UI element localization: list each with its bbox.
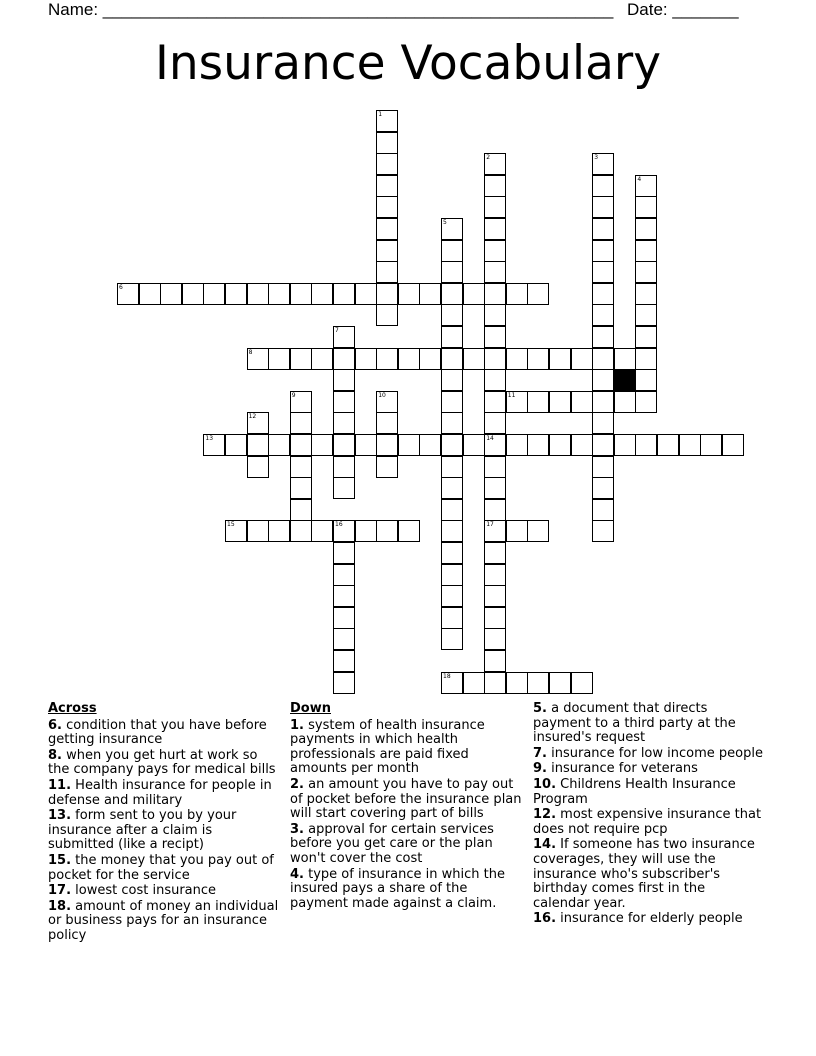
crossword-cell[interactable] (441, 499, 463, 521)
crossword-cell[interactable] (333, 369, 355, 391)
clue-text: most expensive insurance that does not require pcp (533, 807, 762, 837)
crossword-cell[interactable] (376, 283, 398, 305)
clue-number: 13. (48, 808, 72, 824)
cell-number: 9 (291, 391, 296, 399)
crossword-cell[interactable] (419, 348, 441, 370)
crossword-cell[interactable] (441, 283, 463, 305)
clue-item (48, 779, 280, 808)
crossword-cell[interactable] (722, 434, 744, 456)
crossword-cell[interactable] (635, 391, 657, 413)
clue-item (48, 900, 280, 944)
clue-text: Childrens Health Insurance Program (533, 776, 736, 807)
clue-text: system of health insurance payments in which health professionals are paid fixed amounts per month (290, 717, 485, 777)
crossword-cell[interactable] (398, 283, 420, 305)
crossword-cell[interactable] (614, 348, 636, 370)
crossword-cell[interactable] (506, 434, 528, 456)
clue-item (48, 809, 280, 853)
crossword-cell[interactable] (333, 456, 355, 478)
crossword-cell[interactable] (549, 434, 571, 456)
crossword-cell[interactable] (527, 672, 549, 694)
crossword-cell[interactable] (463, 348, 485, 370)
crossword-cell[interactable] (484, 564, 506, 586)
crossword-cell[interactable] (463, 434, 485, 456)
crossword-cell[interactable] (333, 412, 355, 434)
crossword-cell[interactable] (333, 434, 355, 456)
crossword-cell[interactable] (268, 520, 290, 542)
crossword-cell[interactable] (484, 672, 506, 694)
crossword-cell[interactable] (333, 520, 355, 542)
cell-number: 18 (443, 672, 451, 680)
crossword-cell[interactable] (441, 326, 463, 348)
clue-item (533, 778, 765, 807)
cell-number: 5 (443, 219, 447, 226)
crossword-cell[interactable] (484, 520, 506, 542)
clue-text: type of insurance in which the insured pays a share of the payment made against a claim. (290, 866, 505, 911)
crossword-cell[interactable] (441, 434, 463, 456)
crossword-cell[interactable] (592, 369, 614, 391)
crossword-cell[interactable] (139, 283, 161, 305)
crossword-cell[interactable] (484, 326, 506, 348)
clue-number: 12. (533, 807, 557, 823)
crossword-cell[interactable] (376, 240, 398, 262)
cell-number: 17 (486, 521, 494, 529)
clue-number: 7. (533, 745, 547, 761)
crossword-cell[interactable] (592, 348, 614, 370)
clue-text: approval for certain services before you get care or the plan won't cover the cost (290, 821, 494, 866)
crossword-cell[interactable] (592, 283, 614, 305)
clue-number: 17. (48, 883, 72, 899)
crossword-cell[interactable] (484, 499, 506, 521)
crossword-cell[interactable] (635, 304, 657, 326)
crossword-cell[interactable] (376, 153, 398, 175)
crossword-cell[interactable] (506, 283, 528, 305)
crossword-cell[interactable] (376, 304, 398, 326)
crossword-cell[interactable] (635, 326, 657, 348)
clue-number: 10. (533, 776, 557, 792)
crossword-cell[interactable] (506, 348, 528, 370)
crossword-cell[interactable] (484, 650, 506, 672)
crossword-cell[interactable] (333, 283, 355, 305)
cell-number: 2 (486, 154, 491, 162)
crossword-cell[interactable] (333, 585, 355, 607)
crossword-cell[interactable] (333, 477, 355, 499)
crossword-cell[interactable] (527, 283, 549, 305)
crossword-cell[interactable] (506, 520, 528, 542)
crossword-cell[interactable] (484, 283, 506, 305)
crossword-cell[interactable] (484, 585, 506, 607)
crossword-cell[interactable] (441, 520, 463, 542)
crossword-cell[interactable] (355, 283, 377, 305)
clue-text: lowest cost insurance (71, 883, 217, 899)
crossword-cell[interactable] (592, 477, 614, 499)
crossword-cell[interactable] (527, 520, 549, 542)
crossword-cell[interactable] (225, 520, 247, 542)
crossword-cell[interactable] (441, 240, 463, 262)
clue-text: condition that you have before getting insurance (48, 717, 267, 748)
crossword-cell[interactable] (441, 412, 463, 434)
crossword-cell[interactable] (635, 218, 657, 240)
crossword-cell[interactable] (592, 520, 614, 542)
down-heading: Down (290, 701, 331, 716)
crossword-cell[interactable] (268, 348, 290, 370)
clue-number: 2. (290, 776, 304, 792)
blocked-cell (614, 369, 636, 391)
crossword-cell[interactable] (527, 434, 549, 456)
crossword-cell[interactable] (635, 434, 657, 456)
crossword-cell[interactable] (311, 348, 333, 370)
clue-text: If someone has two insurance coverages, they will use the insurance who's subscriber's birthday comes first in the calendar year. (533, 837, 755, 911)
crossword-cell[interactable] (549, 391, 571, 413)
crossword-cell[interactable] (484, 348, 506, 370)
clue-text: form sent to you by your insurance after a claim is submitted (like a recipt) (48, 808, 237, 853)
cell-number: 7 (335, 327, 339, 334)
cell-number: 16 (335, 521, 343, 529)
clue-text: an amount you have to pay out of pocket before the insurance plan will start covering part of bills (290, 776, 522, 822)
clue-item (533, 808, 765, 837)
clue-item (533, 912, 765, 927)
crossword-cell[interactable] (484, 477, 506, 499)
clue-number: 14. (533, 837, 557, 853)
cell-number: 14 (486, 435, 494, 442)
clue-text: amount of money an individual or business pays for an insurance policy (48, 898, 279, 943)
crossword-cell[interactable] (225, 434, 247, 456)
clue-number: 18. (48, 898, 72, 914)
crossword-cell[interactable] (549, 348, 571, 370)
clue-text: Health insurance for people in defense and military (48, 777, 272, 808)
crossword-cell[interactable] (592, 196, 614, 218)
across-heading: Across (48, 701, 97, 716)
crossword-cell[interactable] (376, 132, 398, 154)
crossword-cell[interactable] (376, 218, 398, 240)
clue-item (533, 702, 765, 746)
crossword-cell[interactable] (484, 391, 506, 413)
clue-item (48, 749, 280, 778)
cell-number: 13 (205, 435, 214, 442)
crossword-cell[interactable] (700, 434, 722, 456)
clue-text: insurance for veterans (546, 761, 698, 777)
crossword-cell[interactable] (376, 261, 398, 283)
crossword-cell[interactable] (635, 261, 657, 283)
crossword-cell[interactable] (592, 261, 614, 283)
crossword-cell[interactable] (592, 153, 614, 175)
clue-item (290, 823, 526, 867)
crossword-cell[interactable] (592, 218, 614, 240)
crossword-cell[interactable] (441, 607, 463, 629)
name-field-label: Name: ______________________________________________________ (48, 0, 614, 19)
crossword-cell[interactable] (333, 326, 355, 348)
crossword-cell[interactable] (441, 456, 463, 478)
crossword-cell[interactable] (657, 434, 679, 456)
crossword-cell[interactable] (571, 672, 593, 694)
clue-item (290, 778, 526, 822)
crossword-cell[interactable] (247, 283, 269, 305)
clue-item (48, 854, 280, 883)
crossword-cell[interactable] (549, 672, 571, 694)
crossword-cell[interactable] (527, 391, 549, 413)
crossword-cell[interactable] (290, 391, 312, 413)
crossword-cell[interactable] (398, 348, 420, 370)
crossword-cell[interactable] (463, 672, 485, 694)
clue-item (533, 838, 765, 911)
crossword-cell[interactable] (592, 499, 614, 521)
crossword-cell[interactable] (376, 391, 398, 413)
crossword-cell[interactable] (484, 175, 506, 197)
crossword-cell[interactable] (506, 391, 528, 413)
crossword-cell[interactable] (290, 499, 312, 521)
crossword-cell[interactable] (484, 628, 506, 650)
crossword-cell[interactable] (247, 520, 269, 542)
crossword-cell[interactable] (571, 391, 593, 413)
clue-text: when you get hurt at work so the company pays for medical bills (48, 747, 276, 778)
clue-number: 4. (290, 866, 304, 882)
clue-number: 6. (48, 717, 62, 733)
crossword-cell[interactable] (182, 283, 204, 305)
crossword-cell[interactable] (484, 218, 506, 240)
crossword-cell[interactable] (419, 434, 441, 456)
down-clues-continued (533, 702, 765, 928)
clue-item (533, 762, 765, 777)
crossword-cell[interactable] (484, 196, 506, 218)
crossword-cell[interactable] (333, 628, 355, 650)
crossword-cell[interactable] (398, 520, 420, 542)
cell-number: 6 (119, 283, 123, 291)
crossword-cell[interactable] (268, 283, 290, 305)
crossword-cell[interactable] (527, 348, 549, 370)
crossword-cell[interactable] (376, 175, 398, 197)
crossword-cell[interactable] (290, 412, 312, 434)
crossword-cell[interactable] (441, 542, 463, 564)
crossword-cell[interactable] (333, 391, 355, 413)
cell-number: 15 (227, 521, 235, 529)
crossword-cell[interactable] (441, 628, 463, 650)
crossword-cell[interactable] (592, 304, 614, 326)
cell-number: 11 (507, 391, 516, 399)
cell-number: 10 (378, 391, 386, 399)
crossword-cell[interactable] (441, 369, 463, 391)
crossword-cell[interactable] (592, 175, 614, 197)
crossword-cell[interactable] (441, 585, 463, 607)
clue-number: 11. (48, 777, 72, 793)
crossword-cell[interactable] (484, 240, 506, 262)
crossword-cell[interactable] (311, 434, 333, 456)
crossword-cell[interactable] (484, 542, 506, 564)
crossword-cell[interactable] (592, 391, 614, 413)
cell-number: 8 (248, 348, 253, 356)
crossword-cell[interactable] (571, 348, 593, 370)
crossword-cell[interactable] (290, 283, 312, 305)
crossword-cell[interactable] (484, 261, 506, 283)
crossword-cell[interactable] (355, 434, 377, 456)
cell-number: 3 (594, 154, 599, 162)
crossword-cell[interactable] (441, 304, 463, 326)
clue-number: 16. (533, 911, 557, 927)
crossword-cell[interactable] (635, 196, 657, 218)
crossword-cell[interactable] (355, 520, 377, 542)
clue-number: 3. (290, 821, 304, 837)
clue-text: the money that you pay out of pocket for the service (48, 852, 274, 883)
crossword-cell[interactable] (376, 434, 398, 456)
crossword-cell[interactable] (571, 434, 593, 456)
crossword-cell[interactable] (635, 348, 657, 370)
crossword-cell[interactable] (484, 456, 506, 478)
date-field-label: Date: _______ (627, 0, 739, 19)
crossword-cell[interactable] (247, 412, 269, 434)
crossword-cell[interactable] (441, 261, 463, 283)
crossword-cell[interactable] (333, 607, 355, 629)
crossword-cell[interactable] (592, 326, 614, 348)
clue-text: a document that directs payment to a third party at the insured's request (533, 701, 736, 746)
crossword-cell[interactable] (592, 412, 614, 434)
crossword-cell[interactable] (355, 348, 377, 370)
crossword-cell[interactable] (484, 369, 506, 391)
clue-item (290, 868, 526, 912)
crossword-cell[interactable] (333, 564, 355, 586)
clue-number: 1. (290, 717, 304, 733)
crossword-cell[interactable] (484, 607, 506, 629)
cell-number: 12 (248, 413, 257, 421)
clue-number: 15. (48, 852, 72, 868)
crossword-cell[interactable] (463, 283, 485, 305)
crossword-cell[interactable] (203, 434, 225, 456)
crossword-cell[interactable] (484, 434, 506, 456)
clue-number: 5. (533, 701, 547, 716)
crossword-cell[interactable] (484, 153, 506, 175)
crossword-cell[interactable] (268, 434, 290, 456)
crossword-cell[interactable] (376, 412, 398, 434)
crossword-cell[interactable] (333, 348, 355, 370)
crossword-cell[interactable] (290, 520, 312, 542)
crossword-cell[interactable] (635, 240, 657, 262)
clue-text: insurance for low income people (546, 745, 763, 761)
crossword-cell[interactable] (247, 348, 269, 370)
crossword-cell[interactable] (635, 369, 657, 391)
crossword-cell[interactable] (398, 434, 420, 456)
crossword-cell[interactable] (333, 542, 355, 564)
crossword-cell[interactable] (441, 672, 463, 694)
crossword-cell[interactable] (484, 412, 506, 434)
crossword-cell[interactable] (290, 348, 312, 370)
crossword-cell[interactable] (290, 456, 312, 478)
crossword-cell[interactable] (376, 110, 398, 132)
crossword-cell[interactable] (247, 434, 269, 456)
crossword-cell[interactable] (484, 304, 506, 326)
clue-text: insurance for elderly people (556, 911, 743, 927)
crossword-cell[interactable] (247, 456, 269, 478)
clue-item (290, 719, 526, 777)
crossword-cell[interactable] (592, 456, 614, 478)
cell-number: 1 (378, 111, 383, 118)
crossword-cell[interactable] (333, 672, 355, 694)
crossword-cell[interactable] (333, 650, 355, 672)
clue-number: 8. (48, 747, 62, 763)
clue-item (48, 884, 280, 899)
clue-item (48, 719, 280, 748)
crossword-cell[interactable] (506, 672, 528, 694)
crossword-cell[interactable] (376, 520, 398, 542)
down-clues (290, 702, 526, 912)
page-title: Insurance Vocabulary (154, 36, 662, 91)
across-clues (48, 702, 280, 945)
crossword-cell[interactable] (376, 196, 398, 218)
crossword-cell[interactable] (203, 283, 225, 305)
clue-item (533, 747, 765, 762)
crossword-cell[interactable] (376, 456, 398, 478)
crossword-cell[interactable] (290, 434, 312, 456)
crossword-cell[interactable] (614, 434, 636, 456)
crossword-cell[interactable] (441, 218, 463, 240)
clue-number: 9. (533, 761, 547, 777)
crossword-cell[interactable] (311, 283, 333, 305)
crossword-cell[interactable] (679, 434, 701, 456)
crossword-cell[interactable] (592, 240, 614, 262)
crossword-cell[interactable] (614, 391, 636, 413)
crossword-cell[interactable] (592, 434, 614, 456)
crossword-cell[interactable] (419, 283, 441, 305)
crossword-cell[interactable] (376, 348, 398, 370)
crossword-cell[interactable] (311, 520, 333, 542)
crossword-cell[interactable] (441, 348, 463, 370)
crossword-cell[interactable] (441, 391, 463, 413)
crossword-cell[interactable] (635, 175, 657, 197)
crossword-cell[interactable] (635, 283, 657, 305)
crossword-cell[interactable] (441, 564, 463, 586)
crossword-cell[interactable] (225, 283, 247, 305)
crossword-cell[interactable] (160, 283, 182, 305)
crossword-cell[interactable] (290, 477, 312, 499)
cell-number: 4 (637, 175, 642, 183)
crossword-cell[interactable] (117, 283, 139, 305)
crossword-cell[interactable] (441, 477, 463, 499)
